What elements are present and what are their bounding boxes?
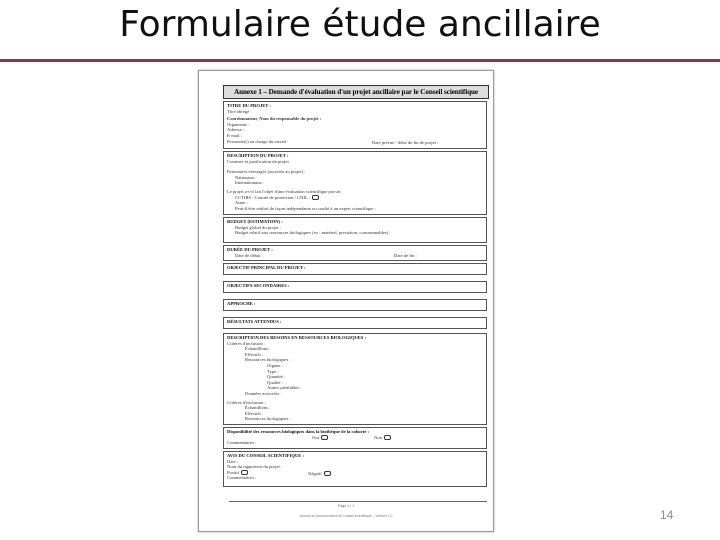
section-heading: DURÉE DU PROJET : (227, 247, 273, 252)
form-line: Organe : (267, 362, 283, 368)
section-avis (223, 451, 487, 487)
checkbox-oui[interactable] (321, 435, 328, 440)
slide-number: 14 (660, 508, 674, 522)
section-description (223, 151, 487, 215)
section-duree (223, 245, 487, 261)
form-line: Date de début : (235, 252, 263, 258)
form-line: Autres préalables : (267, 385, 302, 391)
section-heading: AVIS DU CONSEIL SCIENTIFIQUE : (227, 453, 305, 458)
form-line: Données associées : (245, 390, 282, 396)
section-approche (223, 299, 487, 311)
form-line: Quantité : (267, 374, 286, 380)
section-heading: BUDGET (ESTIMATION) : (227, 219, 283, 224)
section-heading: DESCRIPTION DES BESOINS EN RESSOURCES BIOLOGIQUES : (227, 335, 367, 340)
section-disponibilite (223, 427, 487, 449)
form-line: Personne(s) en charge du travail : (227, 138, 289, 144)
form-line: Critères d'inclusion : (227, 340, 266, 346)
form-line: Le projet a-t-il fait l'objet d'une évaluation scientifique par un : (227, 188, 343, 194)
form-line: Ressources biologiques : (245, 416, 291, 422)
checkbox-non[interactable] (384, 435, 391, 440)
form-line: Internationaux : (235, 180, 265, 186)
form-line: Autre : (235, 200, 248, 206)
form-line: Nationaux : (235, 174, 257, 180)
form-line: Critères d'exclusion : (227, 399, 266, 405)
form-line: Positif (227, 470, 483, 476)
option-oui: Oui (312, 435, 328, 441)
form-line: Partenaires envisagés (associés au projet) : (227, 169, 306, 175)
form-line: Effectifs : (245, 351, 264, 357)
form-line: Type : (267, 368, 279, 374)
section-heading: APPROCHE : (227, 301, 256, 306)
form-line: Date : (227, 458, 239, 464)
section-objectif-principal (223, 263, 487, 275)
form-line: Contexte et justification du projet (227, 158, 289, 164)
section-objectifs-secondaires (223, 281, 487, 293)
section-ressources (223, 333, 487, 425)
option-negatif: Négatif (308, 471, 331, 477)
title-divider (0, 59, 720, 62)
form-line: Échantillons : (245, 346, 271, 352)
form-line: CCTIRS / Comité de protection / CNIL : (227, 195, 483, 201)
form-line: Organisme : (227, 121, 250, 127)
document-page (198, 70, 494, 532)
form-line: E-mail : (227, 132, 242, 138)
footer-note: Accord du coordonnateur et Conseil scientifique – Version 1.0 (299, 514, 393, 518)
footer-divider (229, 501, 487, 502)
form-line: Nom du rapporteur du projet : (227, 464, 283, 470)
option-non: Non (374, 435, 391, 441)
form-line: Qualité : (267, 379, 283, 385)
section-heading: RÉSULTATS ATTENDUS : (227, 319, 282, 324)
form-line-right: Date de fin : (394, 253, 417, 258)
form-line: Coordonnateur, Nom du responsable du projet : (227, 116, 322, 122)
form-line: Ressources biologiques : (245, 357, 291, 363)
document-header: Annexe 1 – Demande d'évaluation d'un projet ancillaire par le Conseil scientifique (223, 85, 489, 99)
section-heading: OBJECTIFS SECONDAIRES : (227, 283, 290, 288)
form-line: Commentaires : (227, 440, 257, 446)
slide-title: Formulaire étude ancillaire (119, 4, 601, 45)
section-heading: TITRE DU PROJET : (227, 103, 271, 108)
section-heading: Disponibilité des ressources biologiques dans la biothèque de la cohorte : (227, 429, 369, 434)
form-line: Budget global du projet : (235, 224, 281, 230)
form-line: Effectifs : (245, 410, 264, 416)
form-line: Commentaires : (227, 475, 257, 481)
section-budget (223, 217, 487, 243)
form-line: Titre abrégé : (227, 108, 252, 114)
checkbox-negatif[interactable] (324, 471, 331, 476)
section-resultats (223, 317, 487, 329)
checkbox[interactable] (312, 195, 319, 200)
form-line-right: Date prévue / délai de fin de projet : (372, 140, 439, 145)
page-label: Page 1 / 1 (337, 504, 355, 508)
section-heading: OBJECTIF PRINCIPAL DU PROJET : (227, 265, 306, 270)
section-titre (223, 101, 487, 149)
form-line: Budget relatif aux ressources biologiques (ex : matériel, prestation, consommables) : (235, 230, 391, 236)
section-heading: DESCRIPTION DU PROJET : (227, 153, 289, 158)
form-line: Adresse : (227, 127, 245, 133)
form-line: Peut-il être réalisé de façon indépendante ou confié à un expert scientifique : (235, 205, 376, 211)
form-line: Échantillons : (245, 405, 271, 411)
